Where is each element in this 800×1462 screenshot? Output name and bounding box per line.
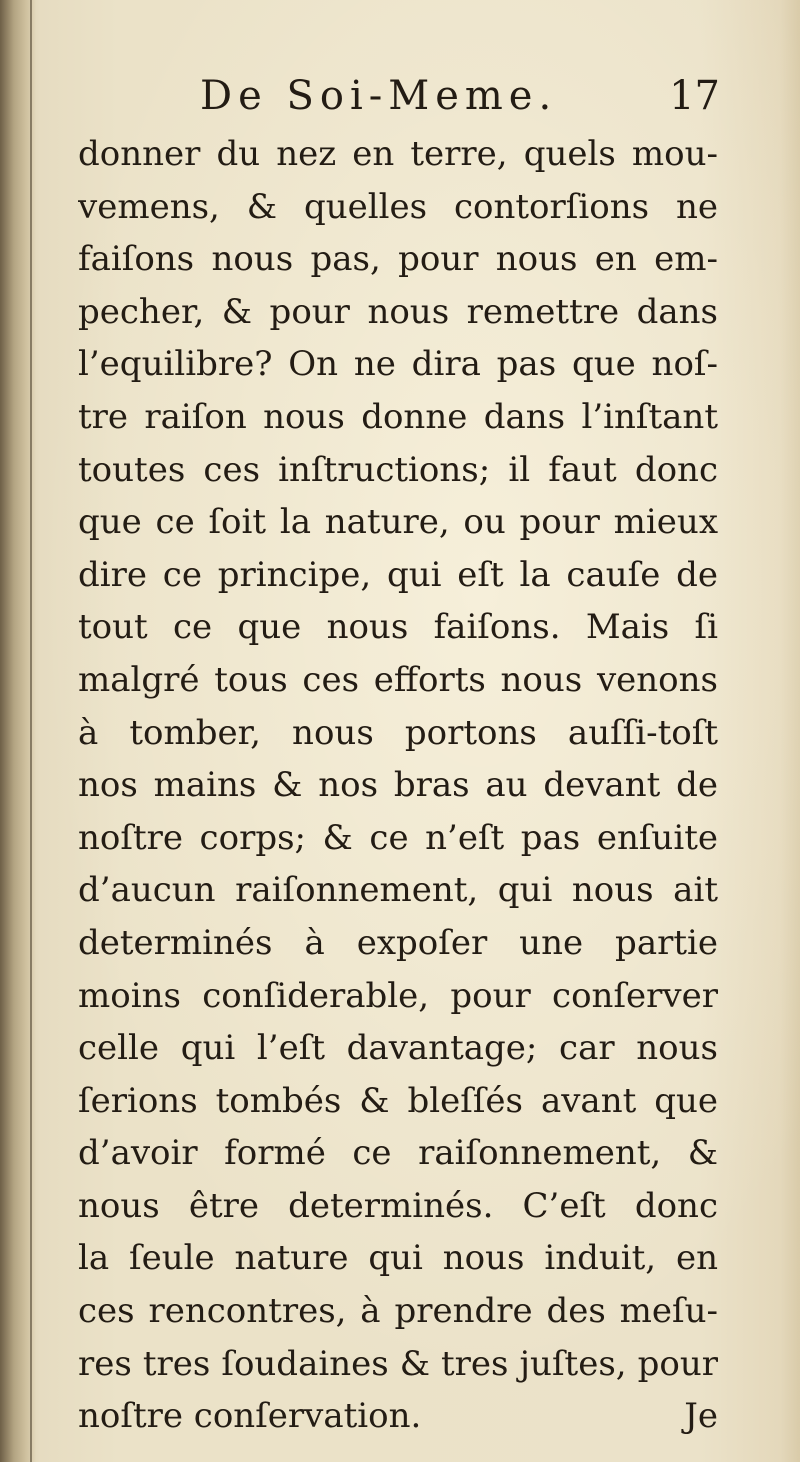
text-line: d’aucun raiſonnement, qui nous ait <box>78 870 718 911</box>
running-title: De Soi-Meme. <box>200 73 558 119</box>
text-line: nous être determinés. C’eſt donc <box>78 1185 718 1226</box>
text-line: à tomber, nous portons auſſi-toſt <box>78 712 718 753</box>
text-line: determinés à expoſer une partie <box>78 922 718 963</box>
page-number: 17 <box>669 73 720 119</box>
text-line-final: noſtre conſervation. <box>78 1396 422 1437</box>
text-line: tre raiſon nous donne dans l’inſtant <box>78 396 718 437</box>
running-header <box>200 66 720 126</box>
text-line: dire ce principe, qui eſt la cauſe de <box>78 554 718 595</box>
text-line: ces rencontres, à prendre des meſu- <box>78 1291 718 1332</box>
text-line: celle qui l’eſt davantage; car nous <box>78 1028 718 1069</box>
text-line: res tres ſoudaines & tres juſtes, pour <box>78 1343 718 1384</box>
text-line: vemens, & quelles contorſions ne <box>78 186 718 227</box>
last-text-row <box>78 1390 718 1443</box>
text-line: ſerions tombés & bleſſés avant que <box>78 1080 718 1121</box>
text-line: noſtre corps; & ce n’eſt pas enſuite <box>78 817 718 858</box>
body-text <box>78 128 718 1443</box>
text-line: faiſons nous pas, pour nous en em- <box>78 239 718 280</box>
text-line: toutes ces inſtructions; il faut donc <box>78 449 718 490</box>
catchword: Je <box>684 1396 718 1437</box>
text-line: nos mains & nos bras au devant de <box>78 765 718 806</box>
text-line: donner du nez en terre, quels mou- <box>78 134 718 174</box>
text-line: d’avoir formé ce raiſonnement, & <box>78 1133 718 1174</box>
text-line: pecher, & pour nous remettre dans <box>78 291 718 332</box>
text-line: malgré tous ces efforts nous venons <box>78 659 718 700</box>
text-line: que ce ſoit la nature, ou pour mieux <box>78 502 718 543</box>
text-line: l’equilibre? On ne dira pas que noſ- <box>78 344 718 385</box>
text-line: la ſeule nature qui nous induit, en <box>78 1238 718 1279</box>
gutter-edge <box>30 0 32 1462</box>
text-line: moins conſiderable, pour conſerver <box>78 975 718 1016</box>
text-line: tout ce que nous faiſons. Mais ſi <box>78 607 718 648</box>
